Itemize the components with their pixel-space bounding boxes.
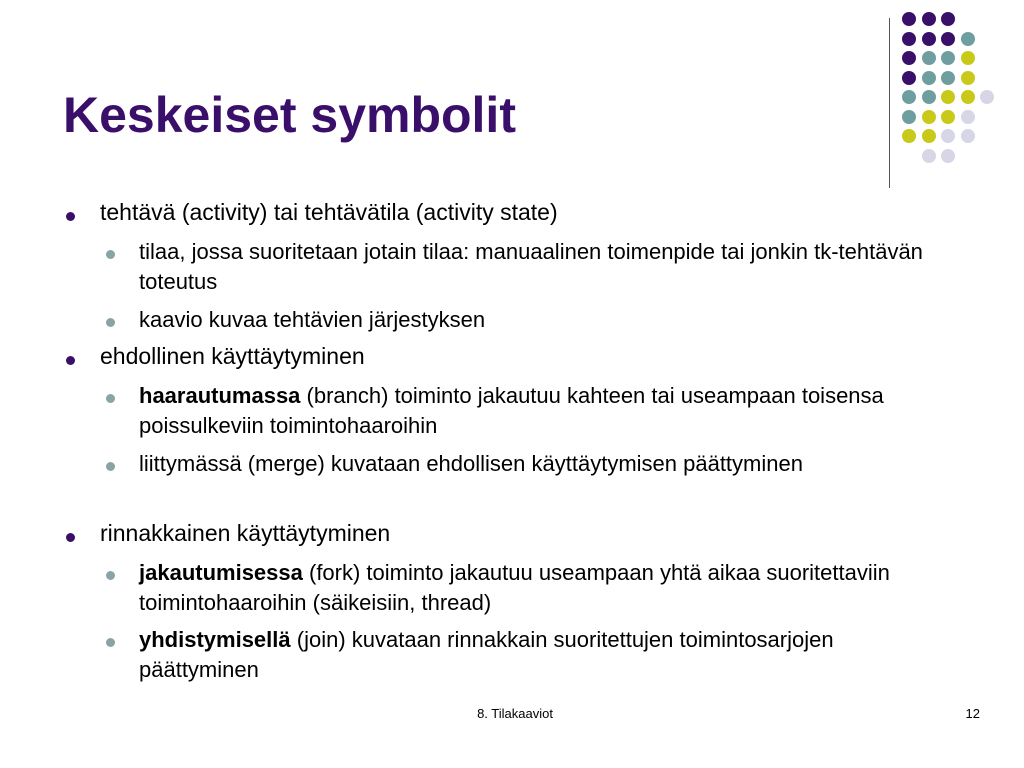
bullet-text: tehtävä (activity) tai tehtävätila (activity state) bbox=[100, 199, 558, 225]
sub-bullet-dot-icon bbox=[106, 318, 115, 327]
sub-bullet-text: tilaa, jossa suoritetaan jotain tilaa: manuaalinen toimenpide tai jonkin tk-tehtävän toteutus bbox=[139, 239, 923, 294]
sub-bullet-dot-icon bbox=[106, 394, 115, 403]
sub-bullet-text: yhdistymisellä (join) kuvataan rinnakkain suoritettujen toimintosarjojen päättyminen bbox=[139, 627, 834, 682]
footer-title: 8. Tilakaaviot bbox=[477, 706, 553, 721]
bullet-dot-icon bbox=[66, 212, 75, 221]
bullet-text: rinnakkainen käyttäytyminen bbox=[100, 520, 391, 546]
slide-title: Keskeiset symbolit bbox=[63, 87, 516, 143]
sub-bullet-text: kaavio kuvaa tehtävien järjestyksen bbox=[139, 307, 486, 332]
page-number: 12 bbox=[965, 706, 980, 721]
bullet-dot-icon bbox=[66, 533, 75, 542]
sub-bullet-dot-icon bbox=[106, 638, 115, 647]
sub-bullet-dot-icon bbox=[106, 250, 115, 259]
bullet-text: ehdollinen käyttäytyminen bbox=[100, 343, 365, 369]
sub-bullet-text: liittymässä (merge) kuvataan ehdollisen käyttäytymisen päättyminen bbox=[139, 451, 803, 476]
sub-bullet-text: jakautumisessa (fork) toiminto jakautuu useampaan yhtä aikaa suoritettaviin toimintohaaroihin (säikeisiin, thread) bbox=[139, 560, 890, 615]
bullet-dot-icon bbox=[66, 356, 75, 365]
sub-bullet-text: haarautumassa (branch) toiminto jakautuu kahteen tai useampaan toisensa poissulkeviin toimintohaaroihin bbox=[139, 383, 884, 438]
sub-bullet-dot-icon bbox=[106, 462, 115, 471]
sub-bullet-dot-icon bbox=[106, 571, 115, 580]
